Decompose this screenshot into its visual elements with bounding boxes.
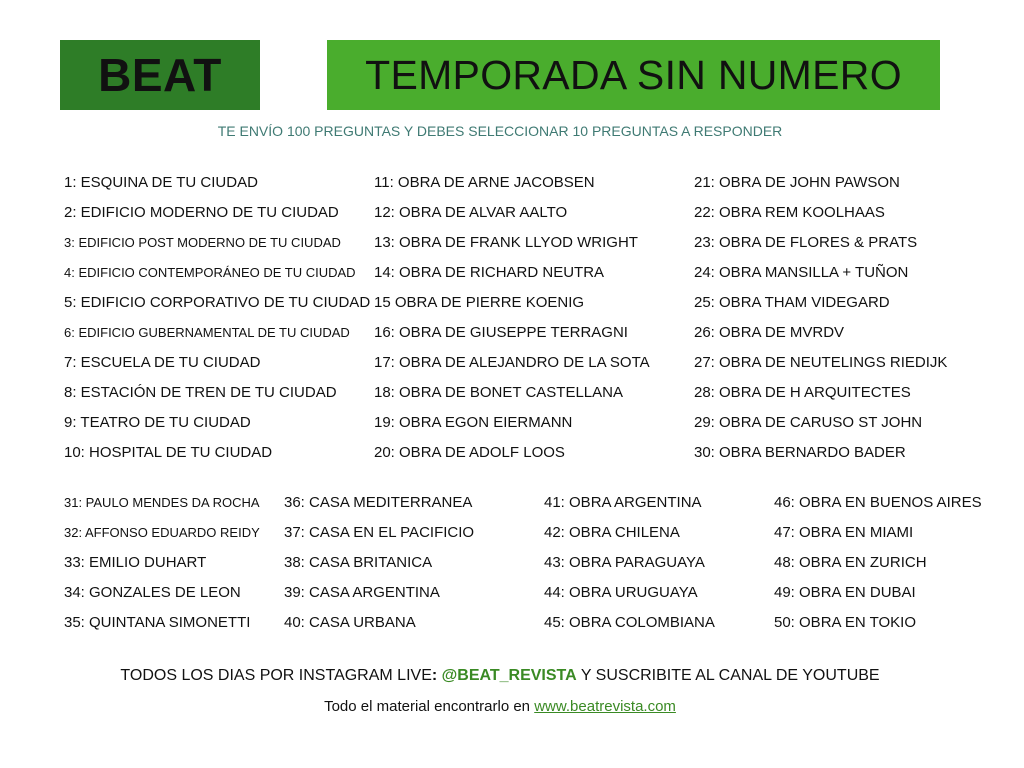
question-item: 31: PAULO MENDES DA ROCHA — [64, 495, 260, 510]
question-item: 12: OBRA DE ALVAR AALTO — [374, 204, 568, 221]
instructions-subtitle: TE ENVÍO 100 PREGUNTAS Y DEBES SELECCIONAR 10 PREGUNTAS A RESPONDER — [217, 123, 783, 139]
question-item: 30: OBRA BERNARDO BADER — [694, 444, 906, 461]
brand-logo-text: BEAT — [98, 49, 222, 101]
question-item: 5: EDIFICIO CORPORATIVO DE TU CIUDAD — [64, 294, 371, 311]
question-item: 34: GONZALES DE LEON — [64, 584, 241, 601]
instagram-live-prefix: TODOS LOS DIAS POR INSTAGRAM LIVE — [120, 667, 432, 684]
questions-column-5 — [284, 488, 474, 638]
question-item: 3: EDIFICIO POST MODERNO DE TU CIUDAD — [64, 235, 341, 250]
question-item: 19: OBRA EGON EIERMANN — [374, 414, 573, 431]
question-item: 16: OBRA DE GIUSEPPE TERRAGNI — [374, 324, 628, 341]
question-item: 25: OBRA THAM VIDEGARD — [694, 294, 890, 311]
question-item: 32: AFFONSO EDUARDO REIDY — [64, 525, 260, 540]
instagram-handle-link[interactable]: @BEAT_REVISTA — [441, 667, 577, 684]
question-item: 24: OBRA MANSILLA + TUÑON — [694, 264, 909, 281]
question-item: 2: EDIFICIO MODERNO DE TU CIUDAD — [64, 204, 339, 221]
website-notice — [0, 698, 1000, 715]
question-item: 33: EMILIO DUHART — [64, 554, 207, 571]
question-item: 45: OBRA COLOMBIANA — [544, 614, 715, 631]
question-item: 42: OBRA CHILENA — [544, 524, 680, 541]
season-title-box — [327, 40, 940, 110]
question-item: 47: OBRA EN MIAMI — [774, 524, 914, 541]
instagram-live-notice — [0, 667, 1000, 685]
question-item: 20: OBRA DE ADOLF LOOS — [374, 444, 565, 461]
question-item: 17: OBRA DE ALEJANDRO DE LA SOTA — [374, 354, 650, 371]
questions-column-2 — [374, 168, 650, 468]
question-item: 9: TEATRO DE TU CIUDAD — [64, 414, 251, 431]
questions-column-1 — [64, 168, 370, 468]
questions-column-3 — [694, 168, 947, 468]
season-title: TEMPORADA SIN NUMERO — [365, 51, 902, 98]
question-item: 7: ESCUELA DE TU CIUDAD — [64, 354, 261, 371]
brand-logo-box — [60, 40, 260, 110]
question-item: 44: OBRA URUGUAYA — [544, 584, 698, 601]
website-link[interactable]: www.beatrevista.com — [534, 698, 676, 715]
question-item: 11: OBRA DE ARNE JACOBSEN — [374, 174, 595, 191]
question-item: 28: OBRA DE H ARQUITECTES — [694, 384, 911, 401]
question-item: 38: CASA BRITANICA — [284, 554, 433, 571]
question-item: 21: OBRA DE JOHN PAWSON — [694, 174, 900, 191]
question-item: 43: OBRA PARAGUAYA — [544, 554, 705, 571]
question-item: 41: OBRA ARGENTINA — [544, 494, 702, 511]
question-item: 14: OBRA DE RICHARD NEUTRA — [374, 264, 605, 281]
instagram-live-colon: : — [431, 667, 438, 684]
question-item: 39: CASA ARGENTINA — [284, 584, 440, 601]
questions-column-4 — [64, 488, 260, 638]
question-item: 27: OBRA DE NEUTELINGS RIEDIJK — [694, 354, 948, 371]
question-item: 4: EDIFICIO CONTEMPORÁNEO DE TU CIUDAD — [64, 265, 356, 280]
question-item: 48: OBRA EN ZURICH — [774, 554, 927, 571]
question-item: 23: OBRA DE FLORES & PRATS — [694, 234, 918, 251]
question-item: 22: OBRA REM KOOLHAAS — [694, 204, 885, 221]
youtube-subscribe-text: Y SUSCRIBITE AL CANAL DE YOUTUBE — [580, 667, 880, 684]
question-item: 29: OBRA DE CARUSO ST JOHN — [694, 414, 923, 431]
question-item: 8: ESTACIÓN DE TREN DE TU CIUDAD — [64, 384, 337, 401]
question-item: 46: OBRA EN BUENOS AIRES — [774, 494, 982, 511]
question-item: 18: OBRA DE BONET CASTELLANA — [374, 384, 623, 401]
question-item: 13: OBRA DE FRANK LLYOD WRIGHT — [374, 234, 638, 251]
question-item: 36: CASA MEDITERRANEA — [284, 494, 473, 511]
questions-column-6 — [544, 488, 715, 638]
question-item: 49: OBRA EN DUBAI — [774, 584, 916, 601]
question-item: 15 OBRA DE PIERRE KOENIG — [374, 294, 585, 311]
question-item: 6: EDIFICIO GUBERNAMENTAL DE TU CIUDAD — [64, 325, 350, 340]
question-item: 26: OBRA DE MVRDV — [694, 324, 845, 341]
question-item: 10: HOSPITAL DE TU CIUDAD — [64, 444, 273, 461]
question-item: 37: CASA EN EL PACIFICIO — [284, 524, 475, 541]
question-item: 40: CASA URBANA — [284, 614, 416, 631]
question-item: 50: OBRA EN TOKIO — [774, 614, 917, 631]
questions-column-7 — [774, 488, 982, 638]
website-prefix: Todo el material encontrarlo en — [324, 698, 531, 715]
question-item: 35: QUINTANA SIMONETTI — [64, 614, 251, 631]
question-item: 1: ESQUINA DE TU CIUDAD — [64, 174, 258, 191]
